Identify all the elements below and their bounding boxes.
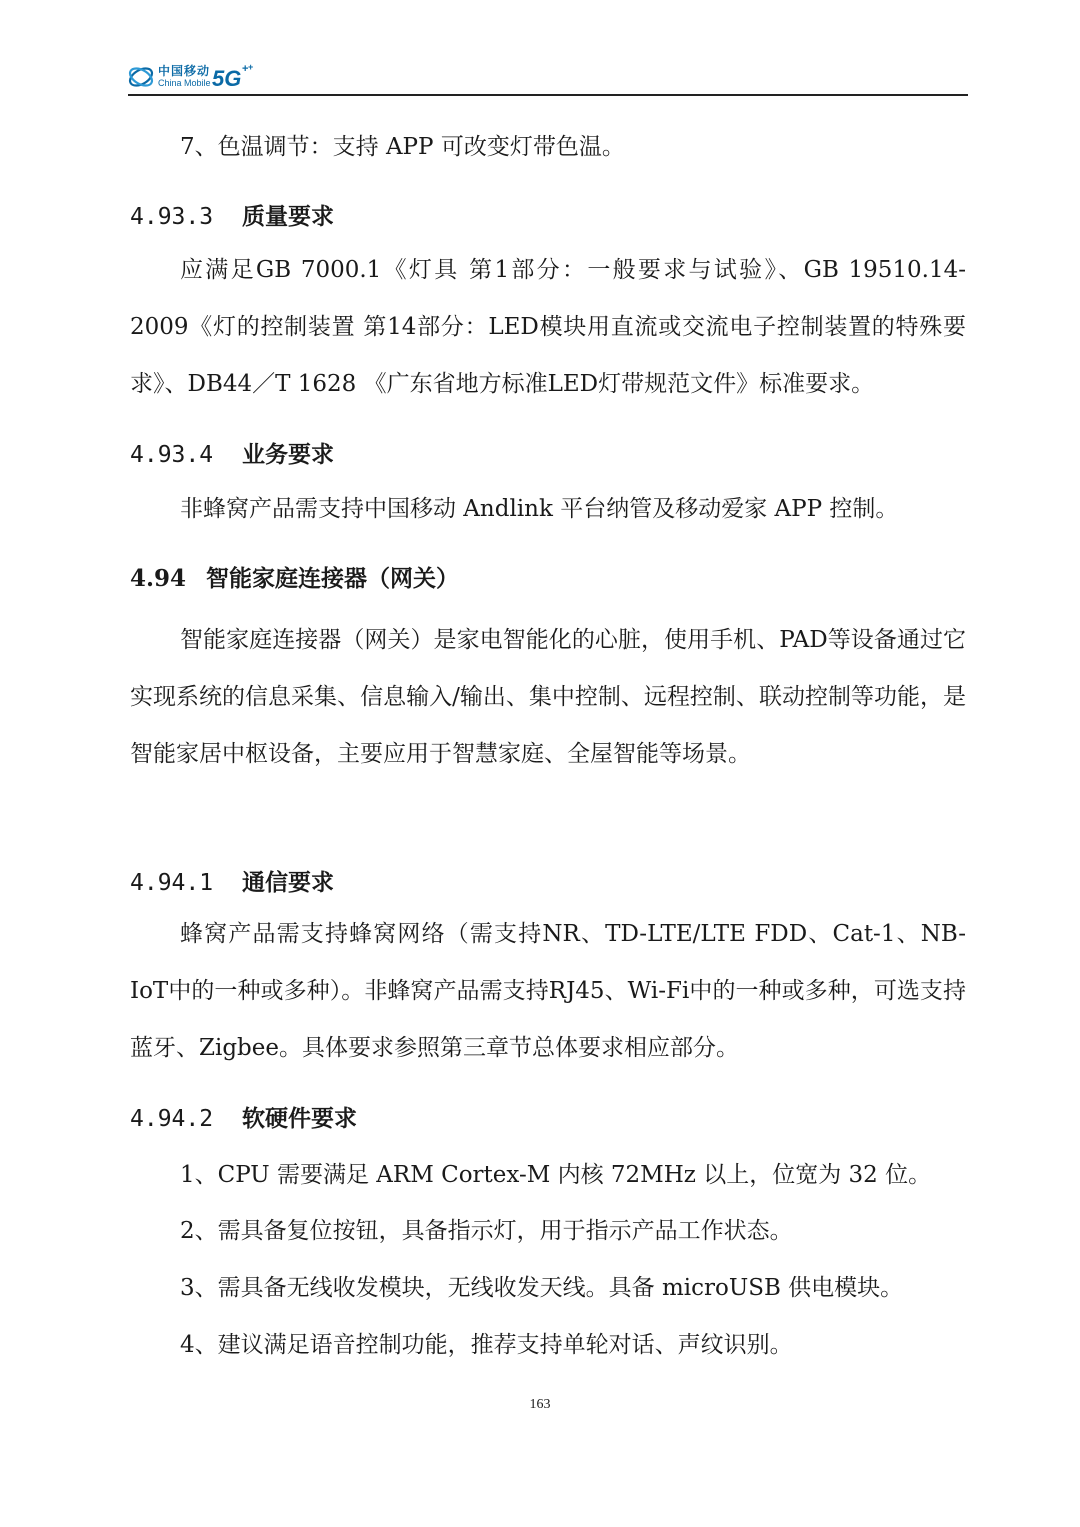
requirement-item: 2、需具备复位按钮，具备指示灯，用于指示产品工作状态。	[180, 1218, 793, 1244]
page-number: 163	[529, 1397, 551, 1412]
brand-name-en: China Mobile	[158, 78, 211, 88]
heading-title: 质量要求	[242, 203, 334, 230]
heading-number: 4.93.3	[130, 204, 214, 230]
color-temp-item: 7、色温调节：支持 APP 可改变灯带色温。	[180, 134, 625, 160]
5g-badge-text: 5G	[212, 66, 242, 91]
heading-title: 软硬件要求	[242, 1105, 357, 1132]
heading-4-94-2	[130, 1100, 357, 1133]
svg-text:+: +	[242, 63, 249, 75]
heading-4-93-4	[130, 436, 334, 469]
requirement-item: 4、建议满足语音控制功能，推荐支持单轮对话、声纹识别。	[180, 1332, 793, 1358]
business-paragraph: 非蜂窝产品需支持中国移动 Andlink 平台纳管及移动爱家 APP 控制。	[180, 496, 899, 522]
heading-4-93-3	[130, 198, 334, 231]
heading-title: 智能家庭连接器（网关）	[206, 565, 459, 592]
5g-badge	[212, 62, 256, 92]
gateway-paragraph: 智能家庭连接器（网关）是家电智能化的心脏，使用手机、PAD等设备通过它实现系统的信息采集、信息输入/输出、集中控制、远程控制、联动控制等功能，是智能家居中枢设备，主要应用于智慧家庭、全屋智能等场景。	[130, 627, 966, 767]
heading-number: 4.94.1	[130, 870, 214, 896]
page-header	[128, 58, 968, 94]
heading-number: 4.94.2	[130, 1106, 214, 1132]
heading-number: 4.93.4	[130, 442, 214, 468]
heading-number: 4.94	[130, 565, 187, 592]
header-rule	[128, 94, 968, 96]
heading-4-94-1	[130, 864, 334, 897]
heading-4-94	[130, 560, 459, 593]
requirement-item: 3、需具备无线收发模块，无线收发天线。具备 microUSB 供电模块。	[180, 1275, 904, 1301]
heading-title: 通信要求	[242, 869, 334, 896]
communication-paragraph: 蜂窝产品需支持蜂窝网络（需支持NR、TD-LTE/LTE FDD、Cat-1、NB-IoT中的一种或多种）。非蜂窝产品需支持RJ45、Wi-Fi中的一种或多种，可选支持蓝牙、Zigbee。具体要求参照第三章节总体要求相应部分。	[130, 921, 966, 1061]
heading-title: 业务要求	[242, 441, 334, 468]
brand-name-cn: 中国移动	[158, 64, 211, 78]
china-mobile-logo-icon	[128, 64, 154, 90]
quality-paragraph: 应满足GB 7000.1《灯具 第1部分：一般要求与试验》、GB 19510.14-2009《灯的控制装置 第14部分：LED模块用直流或交流电子控制装置的特殊要求》、DB44／T 1628 《广东省地方标准LED灯带规范文件》标准要求。	[130, 257, 966, 397]
requirement-item: 1、CPU 需要满足 ARM Cortex-M 内核 72MHz 以上，位宽为 32 位。	[180, 1162, 932, 1188]
svg-text:+: +	[248, 62, 254, 72]
